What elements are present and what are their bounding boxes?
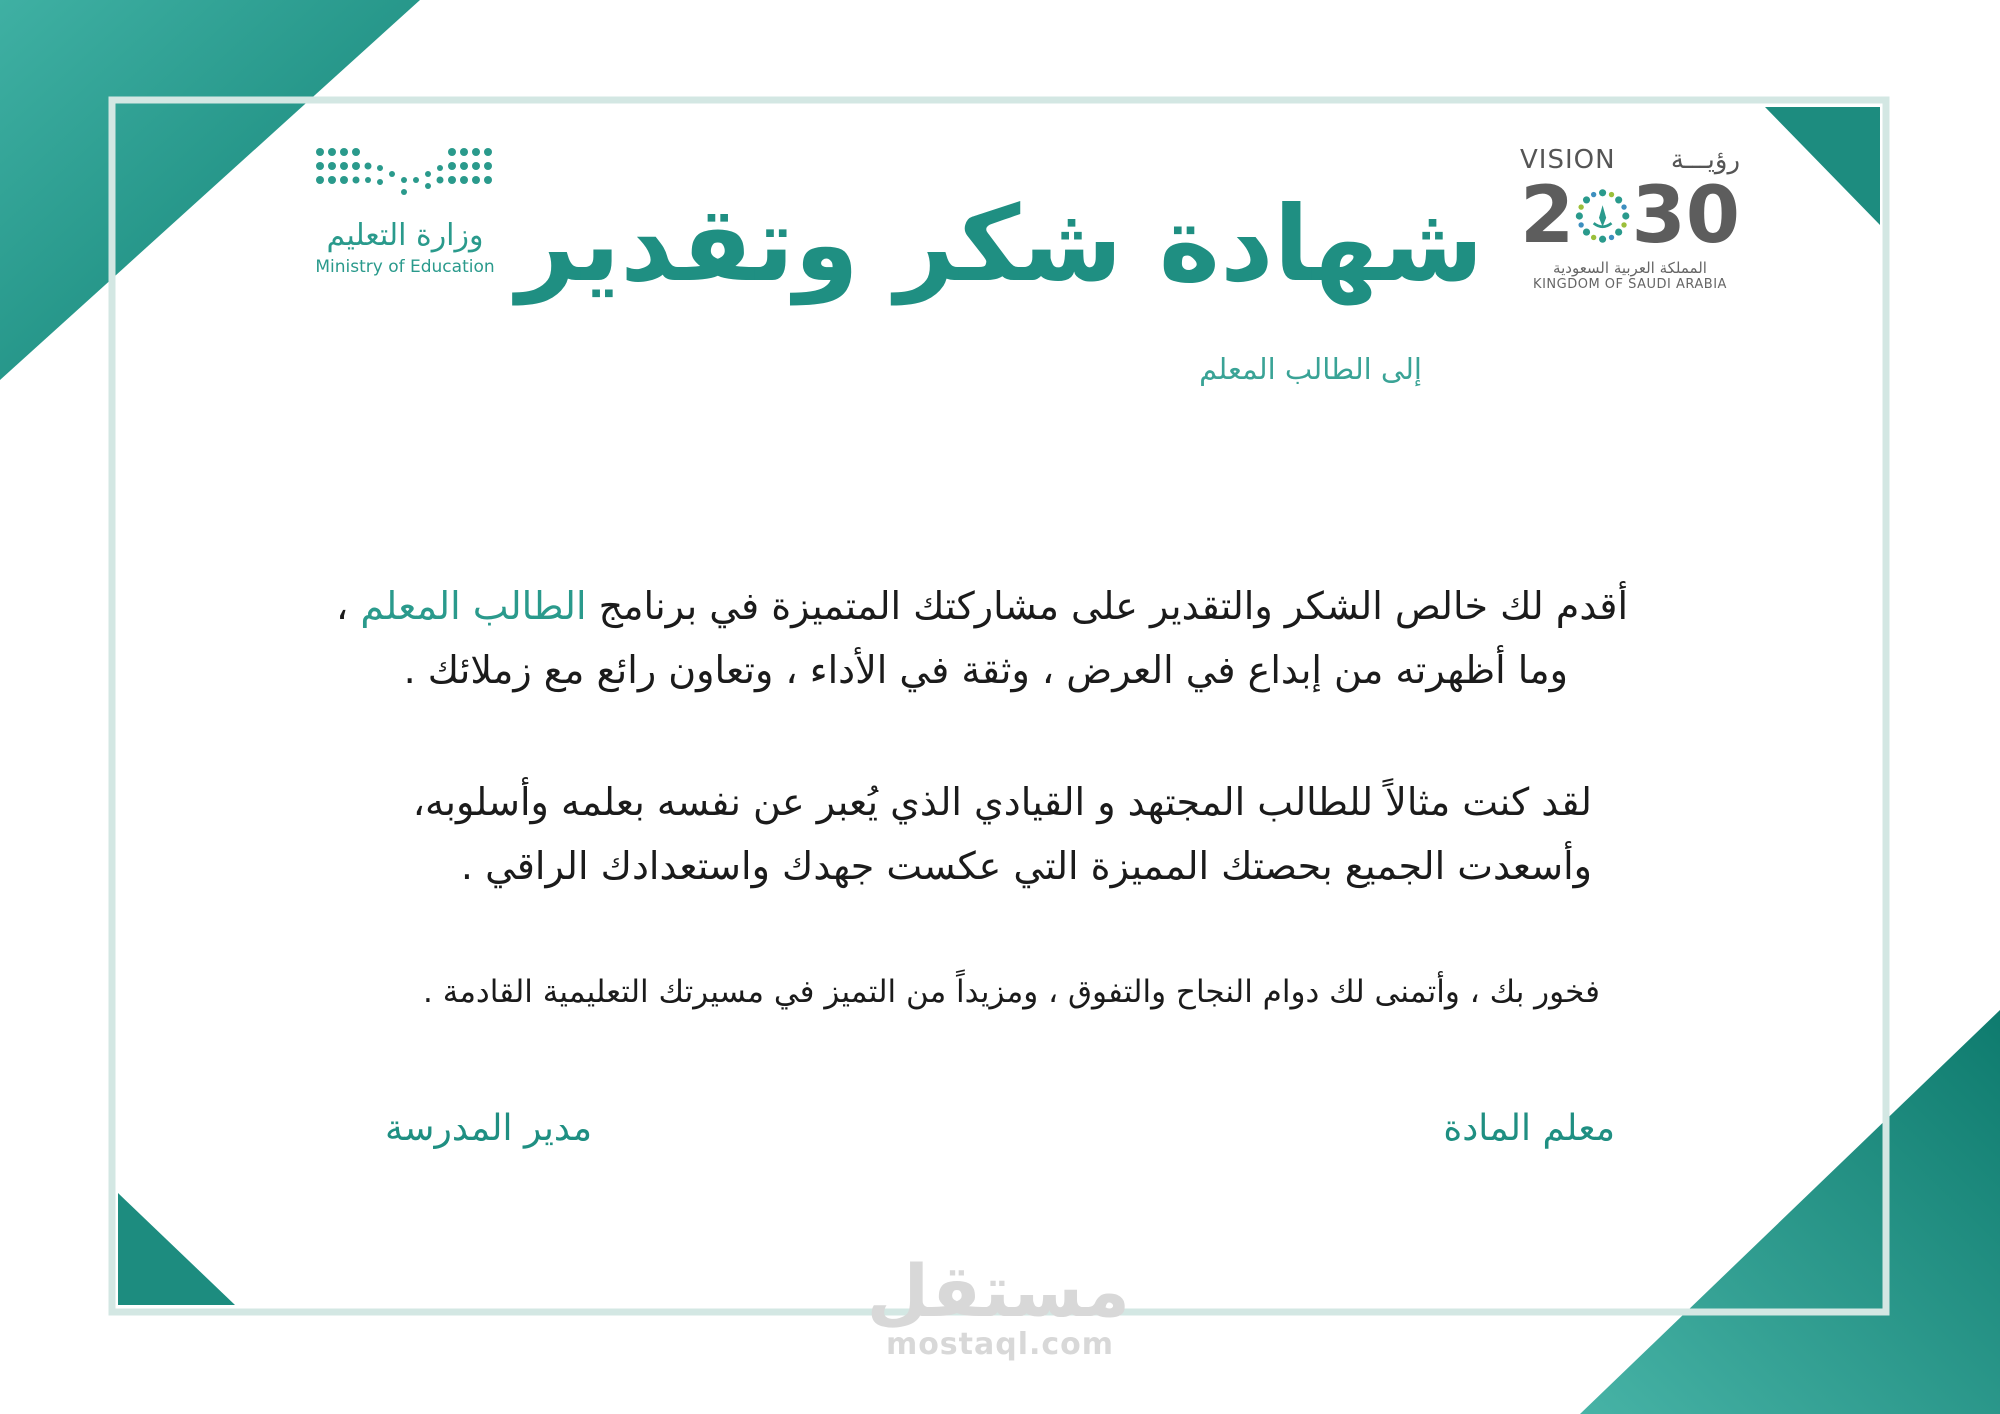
watermark-arabic: مستقل [866,1249,1130,1333]
mostaql-watermark [866,1249,1130,1362]
paragraph-2-line-1: لقد كنت مثالاً للطالب المجتهد و القيادي الذي يُعبر عن نفسه بعلمه وأسلوبه، [412,780,1592,824]
signature-subject-teacher: معلم المادة [1443,1108,1615,1149]
body-paragraph-1 [278,574,1628,702]
vision-year-last-digits: 30 [1631,171,1740,261]
paragraph-1-text-b: ، [336,584,361,628]
certificate-title: شهادة شكر وتقدير [516,183,1484,305]
paragraph-1-text-a: أقدم لك خالص الشكر والتقدير على مشاركتك المتميزة في برنامج [586,584,1628,628]
vision-label-english: VISION [1520,145,1616,175]
paragraph-1-line-1 [278,574,1628,638]
recipient-line: إلى الطالب المعلم [1199,352,1422,386]
vision-year-first-digit: 2 [1520,171,1575,261]
body-paragraph-3: فخور بك ، وأتمنى لك دوام النجاح والتفوق ، ومزيداً من التميز في مسيرتك التعليمية القادمة . [422,974,1600,1010]
vision-label-arabic: رؤيـــة [1670,145,1740,175]
ministry-name-english: Ministry of Education [315,257,495,277]
paragraph-2-line-2: وأسعدت الجميع بحصتك المميزة التي عكست جهدك واستعدادك الراقي . [460,844,1592,888]
frame-corner-bottom-left [118,1193,235,1305]
bottom-right-corner-shape [1580,1010,2000,1414]
program-name-highlight: الطالب المعلم [360,584,587,628]
kingdom-name-arabic: المملكة العربية السعودية [1553,259,1707,277]
kingdom-name-english: KINGDOM OF SAUDI ARABIA [1533,277,1727,292]
ministry-name-arabic: وزارة التعليم [326,218,484,253]
signature-school-principal: مدير المدرسة [385,1108,593,1149]
watermark-english: mostaql.com [885,1327,1115,1362]
paragraph-1-line-2: وما أظهرته من إبداع في العرض ، وثقة في الأداء ، وتعاون رائع مع زملائك . [403,648,1568,692]
body-paragraph-2 [242,770,1592,898]
